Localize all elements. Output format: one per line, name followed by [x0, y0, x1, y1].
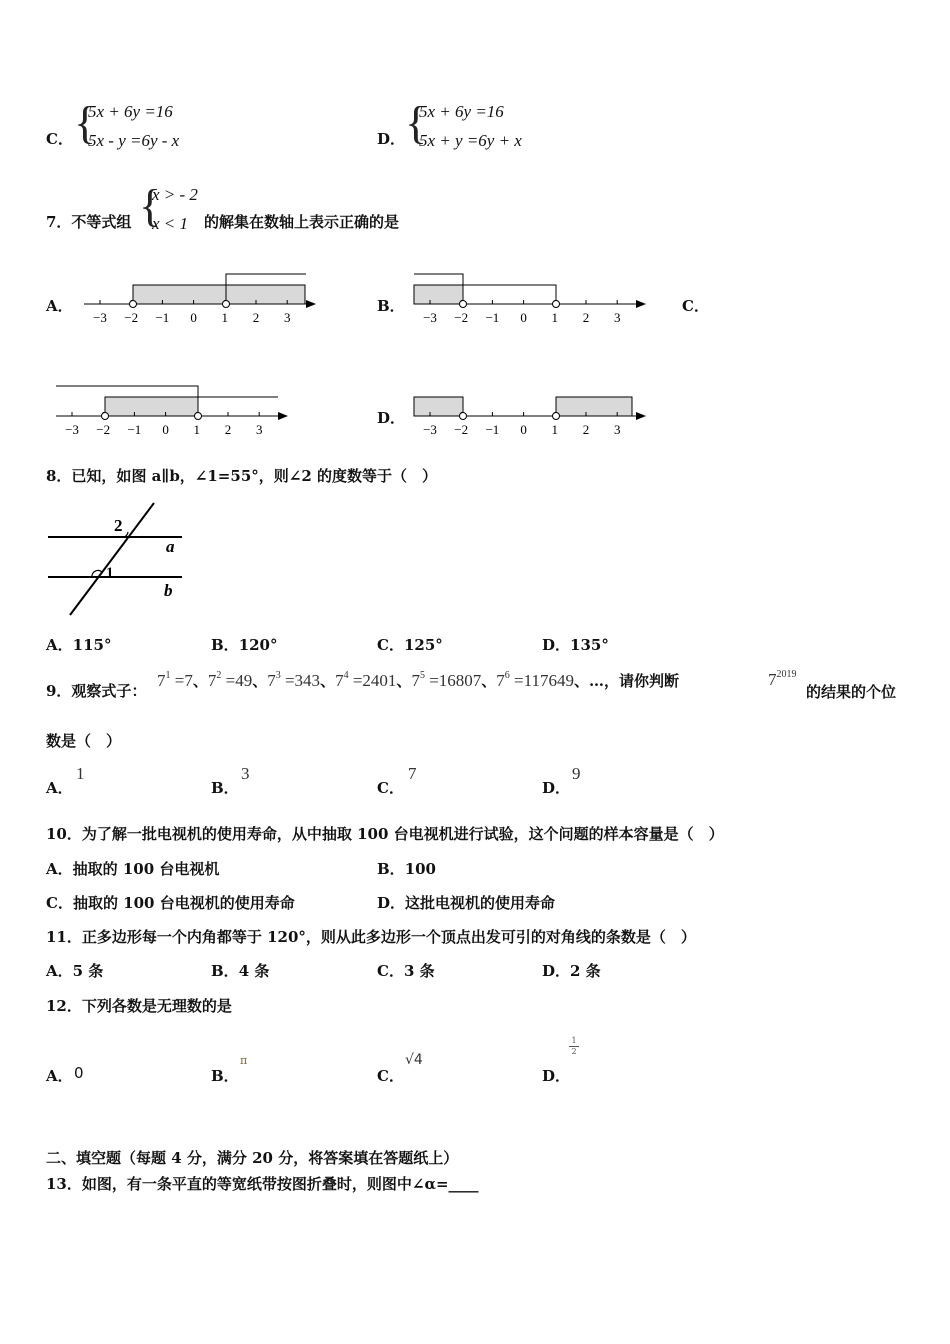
- tick-label: 1: [193, 422, 201, 437]
- q8-option-d-label: D．: [542, 636, 571, 654]
- angle-1-label: 1: [106, 565, 114, 581]
- tick-label: −3: [93, 310, 107, 325]
- axis-arrow: [306, 300, 316, 308]
- q12-option-b-value: π: [240, 1054, 248, 1067]
- q8-option-d-value: 135°: [570, 636, 609, 654]
- power-3: $7^3 =343$: [267, 670, 321, 690]
- q7-number-line-b: [410, 268, 650, 328]
- tick-label: −3: [423, 310, 437, 325]
- tick-label: 1: [221, 310, 229, 325]
- open-circle-1: [223, 301, 230, 308]
- q13-stem: 13．如图，有一条平直的等宽纸带按图折叠时，则图中∠α=____: [46, 1175, 479, 1193]
- separator: 、: [192, 672, 208, 690]
- axis-arrow: [636, 412, 646, 420]
- q8-option-a-label: A．: [46, 636, 73, 654]
- q8-option-b-label: B．: [211, 636, 239, 654]
- tick-label: 3: [613, 422, 621, 437]
- line-a-label: a: [166, 537, 175, 556]
- q7-option-d-label: D．: [377, 409, 406, 427]
- q9-powers: [157, 670, 679, 691]
- tick-label: 3: [283, 310, 291, 325]
- q9-suffix: 的结果的个位: [806, 683, 897, 701]
- q11-option-c: C．3 条: [377, 962, 435, 980]
- q8-stem: 8．已知，如图 a∥b，∠1=55°，则∠2 的度数等于（ ）: [46, 467, 437, 485]
- power-6: $7^6 =117649$: [496, 670, 575, 690]
- q9-option-c-label: C．: [377, 779, 404, 797]
- q6-option-c-brace: {: [74, 97, 97, 148]
- open-circle-1: [553, 413, 560, 420]
- q6-option-c-eq1: 5x + 6y =16: [88, 102, 173, 121]
- power-1: $7^1 =7$: [157, 670, 193, 690]
- q8-option-a: [46, 634, 111, 655]
- line-b-label: b: [164, 581, 173, 600]
- q9-option-a-value: 1: [76, 764, 85, 783]
- fraction-numerator: 1: [571, 1036, 577, 1045]
- tick-label: 0: [520, 422, 527, 437]
- tick-label: 2: [582, 310, 590, 325]
- q12-option-d-fraction: [569, 1036, 579, 1057]
- power-2: $7^2 =49$: [207, 670, 253, 690]
- tick-label: −1: [485, 422, 500, 437]
- q6-option-c-eq2: 5x - y =6y - x: [88, 131, 180, 150]
- q12-option-c-value: √4: [405, 1052, 423, 1068]
- q9-option-a-label: A．: [46, 779, 73, 797]
- q10-option-b: B．100: [377, 860, 436, 878]
- angle-2-label: 2: [114, 516, 123, 535]
- q7-option-c-label: C．: [682, 297, 709, 315]
- q6-option-d-brace: {: [405, 97, 428, 148]
- tick-label: 2: [582, 422, 590, 437]
- bracket-mid: [463, 285, 556, 304]
- q7-brace: {: [139, 180, 162, 231]
- q9-option-b-value: 3: [241, 764, 250, 783]
- q8-figure: [44, 500, 194, 622]
- q12-option-a-value: 0: [74, 1064, 84, 1082]
- power-5: $7^5 =16807$: [411, 670, 482, 690]
- q7-number-line-a: [80, 268, 320, 328]
- tick-label: 0: [190, 310, 197, 325]
- q8-option-c: [377, 634, 443, 655]
- q8-option-b: [211, 634, 278, 655]
- tick-label: 3: [613, 310, 621, 325]
- solution-shading: [105, 397, 198, 416]
- q8-option-d: [542, 634, 609, 655]
- q12-option-d-label: D．: [542, 1067, 571, 1085]
- q11-option-d: D．2 条: [542, 962, 601, 980]
- q12-option-b-label: B．: [211, 1067, 239, 1085]
- tick-label: −2: [454, 422, 469, 437]
- tick-label: 1: [551, 422, 559, 437]
- q8-option-c-value: 125°: [403, 636, 443, 654]
- q7-prefix: 7．不等式组: [46, 213, 132, 231]
- open-circle-neg2: [102, 413, 109, 420]
- separator: 、: [320, 672, 336, 690]
- tick-label: 0: [520, 310, 527, 325]
- tick-label: 3: [255, 422, 263, 437]
- q9-prefix: 9．观察式子：: [46, 682, 147, 700]
- open-circle-neg2: [130, 301, 137, 308]
- tick-label: −1: [127, 422, 142, 437]
- q11-option-b: B．4 条: [211, 962, 270, 980]
- tick-label: −2: [454, 310, 469, 325]
- q7-ineq2: x < 1: [152, 214, 189, 233]
- open-circle-neg2: [460, 413, 467, 420]
- tick-label: −3: [423, 422, 437, 437]
- q6-option-d-eq2: 5x + y =6y + x: [419, 131, 522, 150]
- q7-option-a-label: A．: [46, 297, 73, 315]
- q10-stem: 10．为了解一批电视机的使用寿命，从中抽取 100 台电视机进行试验，这个问题的样本容量是（ ）: [46, 825, 724, 843]
- open-circle-1: [553, 301, 560, 308]
- tick-label: −1: [155, 310, 170, 325]
- tick-label: −2: [124, 310, 139, 325]
- solution-shading: [133, 285, 305, 304]
- q9-line2: 数是（ ）: [46, 732, 122, 750]
- section-2-title: 二、填空题（每题 4 分，满分 20 分，将答案填在答题纸上）: [46, 1149, 459, 1167]
- q8-option-a-value: 115°: [72, 636, 112, 654]
- fraction-denominator: 2: [569, 1046, 579, 1057]
- q7-option-b-label: B．: [377, 297, 405, 315]
- q12-stem: 12．下列各数是无理数的是: [46, 997, 232, 1015]
- q6-option-d-label: D．: [377, 130, 406, 148]
- q11-stem: 11．正多边形每一个内角都等于 120°，则从此多边形一个顶点出发可引的对角线的条数是（ ）: [46, 928, 696, 946]
- open-circle-neg2: [460, 301, 467, 308]
- tick-label: 2: [224, 422, 232, 437]
- separator: 、: [252, 672, 268, 690]
- q10-option-d: D．这批电视机的使用寿命: [377, 894, 556, 912]
- tick-label: 0: [162, 422, 169, 437]
- q7-suffix: 的解集在数轴上表示正确的是: [204, 213, 400, 231]
- tick-label: −2: [96, 422, 111, 437]
- q7-ineq1: x > - 2: [152, 185, 198, 204]
- axis-arrow: [278, 412, 288, 420]
- power-4: $7^4 =2401$: [335, 670, 397, 690]
- q11-option-a: A．5 条: [46, 962, 104, 980]
- q9-option-c-value: 7: [408, 764, 417, 783]
- separator: 、: [396, 672, 412, 690]
- tick-label: −3: [65, 422, 79, 437]
- q8-option-b-value: 120°: [238, 636, 278, 654]
- shading-left: [414, 397, 463, 416]
- q9-target-power: $7^{2019}$: [768, 669, 797, 689]
- ellipsis-text: 、…，请你判断: [574, 672, 680, 690]
- tick-label: −1: [485, 310, 500, 325]
- q8-option-c-label: C．: [377, 636, 404, 654]
- q12-option-c-label: C．: [377, 1067, 404, 1085]
- q7-number-line-c: [50, 380, 300, 440]
- q9-option-b-label: B．: [211, 779, 239, 797]
- q10-option-a: A．抽取的 100 台电视机: [46, 860, 220, 878]
- q12-option-a-label: A．: [46, 1067, 73, 1085]
- tick-label: 2: [252, 310, 260, 325]
- axis-arrow: [636, 300, 646, 308]
- shading-right: [556, 397, 632, 416]
- transversal-line: [70, 503, 154, 615]
- q9-option-d-value: 9: [572, 764, 581, 783]
- q6-option-d-eq1: 5x + 6y =16: [419, 102, 504, 121]
- separator: 、: [481, 672, 497, 690]
- open-circle-1: [195, 413, 202, 420]
- q9-option-d-label: D．: [542, 779, 571, 797]
- q7-number-line-d: [410, 380, 650, 440]
- solution-shading: [414, 285, 463, 304]
- q10-option-c: C．抽取的 100 台电视机的使用寿命: [46, 894, 295, 912]
- tick-label: 1: [551, 310, 559, 325]
- q6-option-c-label: C．: [46, 130, 73, 148]
